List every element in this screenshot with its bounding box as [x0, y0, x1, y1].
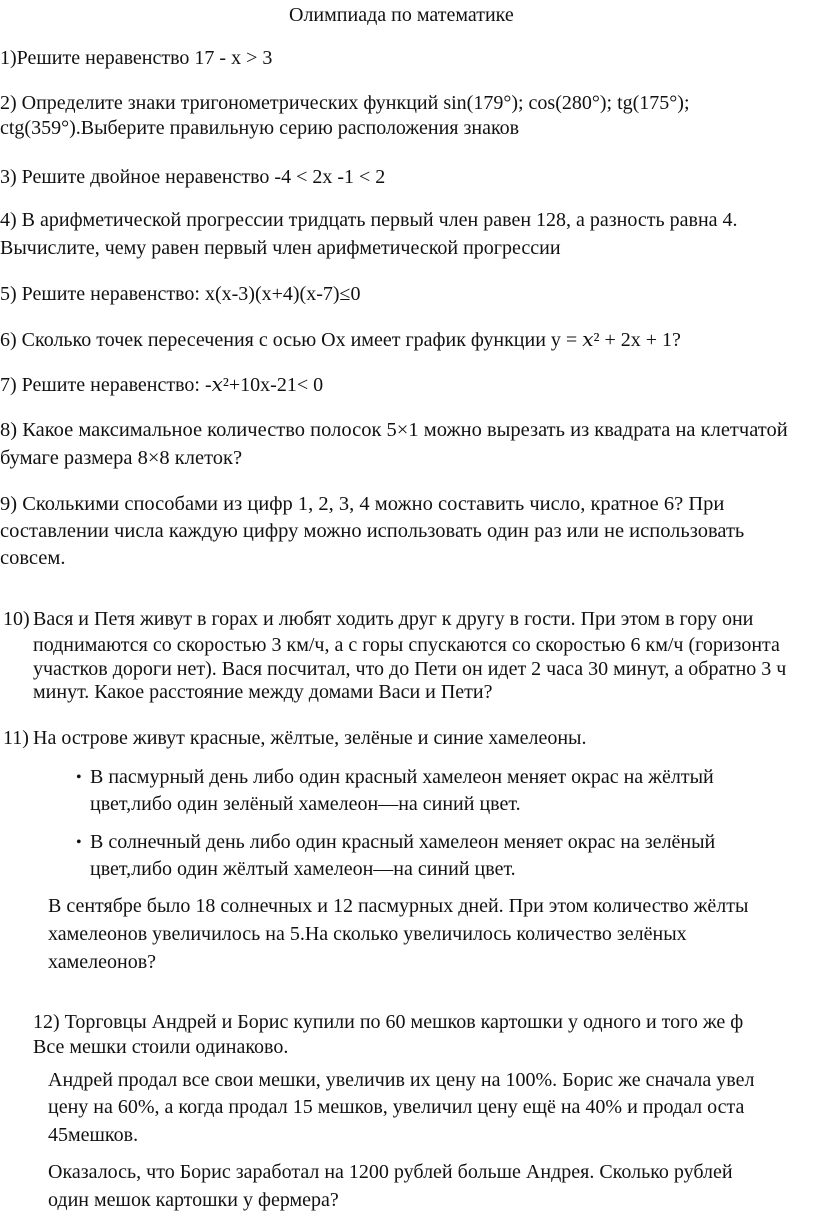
text-line: цену на 60%, а когда продал 15 мешков, увеличил цену ещё на 40% и продал оста — [48, 1096, 745, 1118]
text-line: поднимаются со скоростью 3 км/ч, а с горы спускаются со скоростью 6 км/ч (горизонта — [33, 634, 780, 656]
text-line: 45мешков. — [48, 1124, 139, 1146]
text-line: Вася и Петя живут в горах и любят ходить друг к другу в гости. При этом в гору они — [33, 608, 754, 630]
document-title: Олимпиада по математике — [289, 4, 514, 26]
text-line: Все мешки стоили одинаково. — [33, 1036, 289, 1058]
text-line: бумаге размера 8×8 клеток? — [0, 447, 243, 469]
text-line: минут. Какое расстояние между домами Васи и Пети? — [33, 681, 493, 703]
text-line: цвет,либо один зелёный хамелеон—на синий цвет. — [90, 793, 521, 815]
bullet-icon: • — [76, 834, 82, 851]
text-line: 6) Сколько точек пересечения с осью Ox имеет график функции y = 𝑥² + 2x + 1? — [0, 329, 681, 351]
text-line: 9) Сколькими способами из цифр 1, 2, 3, 4 можно составить число, кратное 6? При — [0, 493, 725, 515]
text-line: 10) — [3, 608, 30, 630]
text-line: совсем. — [0, 547, 66, 569]
text-line: В пасмурный день либо один красный хамелеон меняет окрас на жёлтый — [90, 766, 714, 788]
text-line: хамелеонов? — [48, 951, 157, 973]
text-line: 2) Определите знаки тригонометрических функций sin(179°); cos(280°); tg(175°); — [0, 92, 690, 114]
bullet-icon: • — [76, 769, 82, 786]
text-line: 4) В арифметической прогрессии тридцать первый член равен 128, а разность равна 4. — [0, 209, 738, 231]
text-line: Андрей продал все свои мешки, увеличив их цену на 100%. Борис же сначала увел — [48, 1069, 755, 1091]
text-line: На острове живут красные, жёлтые, зелёные и синие хамелеоны. — [33, 727, 587, 749]
text-line: В сентябре было 18 солнечных и 12 пасмурных дней. При этом количество жёлты — [48, 895, 749, 917]
text-line: В солнечный день либо один красный хамелеон меняет окрас на зелёный — [90, 831, 716, 853]
text-line: ctg(359°).Выберите правильную серию расположения знаков — [0, 117, 520, 139]
text-line: 3) Решите двойное неравенство -4 < 2x -1 < 2 — [0, 166, 386, 188]
text-line: участков дороги нет). Вася посчитал, что до Пети он идет 2 часа 30 минут, а обратно 3 ч — [33, 658, 787, 680]
text-line: хамелеонов увеличилось на 5.На сколько увеличилось количество зелёных — [48, 923, 687, 945]
text-line: 7) Решите неравенство: -𝑥²+10x-21< 0 — [0, 374, 324, 396]
text-line: цвет,либо один жёлтый хамелеон—на синий цвет. — [90, 858, 516, 880]
text-line: Вычислите, чему равен первый член арифметической прогрессии — [0, 237, 561, 259]
text-line: 11) — [3, 727, 29, 749]
text-line: 8) Какое максимальное количество полосок 5×1 можно вырезать из квадрата на клетчатой — [0, 419, 788, 441]
text-line: 12) Торговцы Андрей и Борис купили по 60 мешков картошки у одного и того же ф — [33, 1011, 744, 1033]
text-line: составлении числа каждую цифру можно использовать один раз или не использовать — [0, 520, 745, 542]
text-line: 1)Решите неравенство 17 - x > 3 — [0, 47, 273, 69]
text-line: 5) Решите неравенство: x(x-3)(x+4)(x-7)≤0 — [0, 283, 361, 305]
text-line: Оказалось, что Борис заработал на 1200 рублей больше Андрея. Сколько рублей — [48, 1161, 733, 1183]
text-line: один мешок картошки у фермера? — [48, 1189, 339, 1211]
